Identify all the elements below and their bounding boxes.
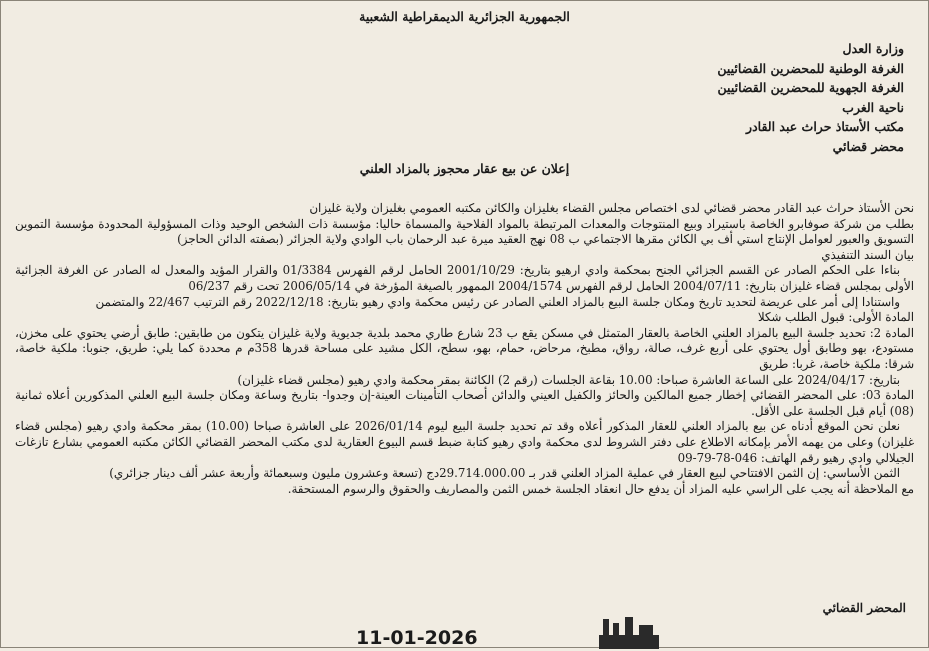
notice-paragraph-judgment: بناءا على الحكم الصادر عن القسم الجزائي الجنح بمحكمة وادي ارهيو بتاريخ: 2001/10/29 الحامل لرقم الفهرس 01/3384 والقرار المؤيد والمعدل له الصادر عن الغرفة الجزائية الأولى بمجلس قضاء غليزان بتاريخ: 2004/07/11 الحامل لرقم الفهرس 2004/1574 الممهور بالصيغة المؤرخة في 2006/05/14 تحت رقم 06/237 [15, 263, 914, 293]
issuer-line-office: مكتب الأستاذ حراث عبد القادر [746, 119, 904, 135]
notice-paragraph-base-price: الثمن الأساسي: إن الثمن الافتتاحي لبيع العقار في عملية المزاد العلني قدر بـ 29.714.000.00دج (تسعة وعشرون مليون وسبعمائة وأربعة عشر ألف دينار جزائري) [109, 466, 900, 481]
issuer-line-ministry: وزارة العدل [842, 41, 904, 56]
notice-paragraph-session-date: بتاريخ: 2024/04/17 على الساعة العاشرة صباحا: 10.00 بقاعة الجلسات (رقم 2) الكائنة بمقر محكمة وادي رهيو (مجلس قضاء غليزان) [237, 372, 900, 387]
notice-title: إعلان عن بيع عقار محجوز بالمزاد العلني [359, 161, 570, 176]
notice-signer: المحضر القضائي [822, 601, 906, 615]
notice-paragraph-intro: نحن الأستاذ حراث عبد القادر محضر قضائي لدى اختصاص مجلس القضاء بغليزان والكائن مكتبه العمومي بغليزان ولاية غليزان [309, 201, 914, 215]
notice-paragraph-requester: بطلب من شركة صوفابرو الخاصة باستيراد وبيع المنتوجات والمعدات المرتبطة بالمواد الفلاحية والمسماة حاليا: مؤسسة ذات الشخص الوحيد وذات المسؤولية المحدودة مؤسسة التموين التسويق والعبور لعوامل الإنتاج استي أف بي الكائن مقرها الاجتماعي ب 08 نهج العقيد ميرة عبد الرحمان باب الوادي ولاية الجزائر (بصفته الدائن الحاجز) [15, 216, 914, 247]
notice-paragraph-announcement: نعلن نحن الموقع أدناه عن بيع بالمزاد العلني للعقار المذكور أعلاه وقد تم تحديد جلسة البيع ليوم 2026/01/14 على العاشرة صباحا (10.00) بمقر محكمة وادي رهيو (مجلس قضاء غليزان) وعلى من يهمه الأمر بإمكانه الاطلاع على دفتر الشروط لدى محكمة وادي رهيو كتابة ضبط قسم البيوع العقارية لدى مكتب المحضر القضائي الكائن مكتبه العمومي بشارع تازغات الجيلالي وادي رهيو رقم الهاتف: 046-78-79-09 [15, 419, 914, 465]
publication-date: 11-01-2026 [356, 627, 478, 649]
notice-paragraph-article-1: المادة الأولى: قبول الطلب شكلا [757, 310, 914, 325]
issuer-line-region: ناحية الغرب [842, 99, 904, 115]
notice-paragraph-order: واستنادا إلى أمر على عريضة لتحديد تاريخ ومكان جلسة البيع بالمزاد العلني الصادر عن رئيس محكمة وادي رهيو بتاريخ: 2022/12/18 رقم الترتيب 22/467 والمتضمن [95, 294, 900, 309]
newspaper-masthead-logo [597, 613, 661, 651]
issuer-line-regional-chamber: الغرفة الجهوية للمحضرين القضائيين [717, 80, 904, 96]
notice-paragraph-article-3: المادة 03: على المحضر القضائي إخطار جميع المالكين والحائز والكفيل العيني والدائن أصحاب التأمينات العينة-إن وجدوا- بتاريخ وساعة ومكان جلسة البيع العلني المذكورين أعلاه ثمانية (08) أيام قبل الجلسة على الأقل. [15, 388, 914, 418]
republic-header: الجمهورية الجزائرية الديمقراطية الشعبية [359, 9, 570, 24]
issuer-line-role: محضر قضائي [832, 138, 904, 154]
issuer-block [604, 39, 904, 157]
notice-paragraph-note: مع الملاحظة أنه يجب على الراسي عليه المزاد أن يدفع حال انعقاد الجلسة خمس الثمن والمصاريف والحقوق والرسوم المستحقة. [287, 481, 914, 496]
notice-paragraph-title-deed: بيان السند التنفيذي [821, 247, 914, 262]
issuer-line-national-chamber: الغرفة الوطنية للمحضرين القضائيين [717, 60, 904, 76]
notice-body [15, 201, 914, 497]
notice-paragraph-article-2: المادة 2: تحديد جلسة البيع بالمزاد العلني الخاصة بالعقار المتمثل في مسكن يقع ب 23 شارع طاري محمد بلدية جديوية ولاية غليزان يتكون من طابقين: طابق أرضي يحتوي على مخزن، مستودع، بهو وطابق أول يحتوي على أربع غرف، صالة، رواق، مطبخ، مرحاض، حمام، بهو، سطح، الكل مشيد على مساحة قدرها 358م م محددة كما يلي: طريق، جنوبا: ملكية خاصة، شرقا: ملكية خاصة، غربا: طريق [15, 325, 914, 371]
